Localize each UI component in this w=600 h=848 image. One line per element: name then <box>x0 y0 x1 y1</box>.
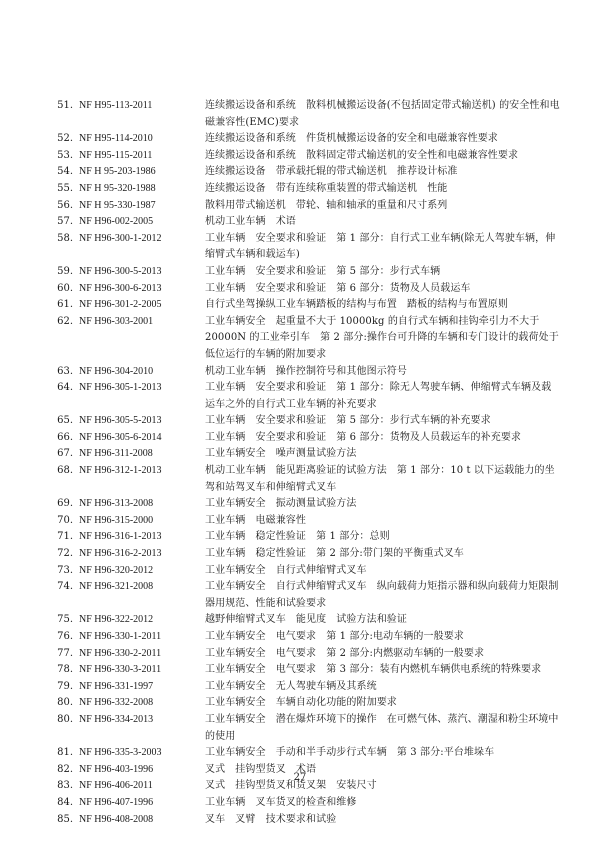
standard-title: 工业车辆安全 自行式伸缩臂式叉车 <box>205 564 367 576</box>
entry-number: 54. <box>57 166 73 178</box>
standard-code: NF H96-002-2005 <box>79 216 154 228</box>
standard-title: 工业车辆安全 电气要求 第 1 部分:电动车辆的一般要求 <box>205 631 464 642</box>
standard-code: NF H96-408-2008 <box>79 813 154 825</box>
standard-entry <box>40 164 560 181</box>
standard-title: 自行式坐驾操纵工业车辆踏板的结构与布置 踏板的结构与布置原则 <box>205 299 508 311</box>
entry-number: 76. <box>57 631 73 642</box>
standard-title: 工业车辆 安全要求和验证 第 5 部分：步行式车辆 <box>205 265 441 277</box>
entry-number: 57. <box>57 216 73 228</box>
standard-code: NF H96-322-2012 <box>79 614 154 626</box>
entry-number: 77. <box>57 647 73 659</box>
standard-entry <box>40 430 560 447</box>
standard-code: NF H95-115-2011 <box>79 149 153 161</box>
standard-code: NF H96-300-5-2013 <box>79 265 162 277</box>
entry-number: 53. <box>57 149 73 161</box>
standard-title: 机动工业车辆 能见距离验证的试验方法 第 1 部分：10 t 以下运载能力的坐驾和站驾叉车和伸缩臂式叉车 <box>205 465 555 493</box>
standard-code: NF H96-331-1997 <box>79 680 154 692</box>
entry-number: 59. <box>57 265 73 277</box>
standard-code: NF H95-114-2010 <box>79 133 153 145</box>
standard-code: NF H96-316-2-2013 <box>79 548 162 560</box>
standard-title: 工业车辆安全 噪声测量试验方法 <box>205 448 357 460</box>
standard-entry <box>40 812 560 829</box>
standard-entry <box>40 546 560 563</box>
standard-code: NF H96-332-2008 <box>79 697 154 709</box>
standard-code: NF H96-311-2008 <box>79 448 153 460</box>
entry-number: 60. <box>57 282 73 294</box>
entry-number: 74. <box>57 581 73 593</box>
standard-entry <box>40 198 560 215</box>
standard-title: 工业车辆安全 电气要求 第 2 部分:内燃驱动车辆的一般要求 <box>205 647 485 659</box>
standard-title: 叉式 挂钩型货叉和货叉架 安装尺寸 <box>205 780 377 792</box>
standard-title: 连续搬运设备和系统 件货机械搬运设备的安全和电磁兼容性要求 <box>205 133 498 145</box>
standard-title: 叉式 挂钩型货叉 术语 <box>205 763 317 775</box>
standard-entry <box>40 314 560 364</box>
standard-title: 连续搬运设备和系统 散料固定带式输送机的安全性和电磁兼容性要求 <box>205 149 519 161</box>
standard-title: 工业车辆 安全要求和验证 第 6 部分：货物及人员载运车的补充要求 <box>205 431 522 443</box>
standard-entry <box>40 563 560 580</box>
standard-code: NF H96-316-1-2013 <box>79 531 162 543</box>
standard-title: 工业车辆安全 无人驾驶车辆及其系统 <box>205 680 377 692</box>
standard-code: NF H 95-330-1987 <box>79 199 156 211</box>
standard-entry <box>40 679 560 696</box>
entry-number: 64. <box>57 382 73 394</box>
entry-number: 67. <box>57 448 73 460</box>
standard-code: NF H96-321-2008 <box>79 581 154 593</box>
entry-number: 84. <box>57 796 73 808</box>
entry-number: 68. <box>57 465 73 477</box>
standard-title: 工业车辆安全 振动测量试验方法 <box>205 498 357 510</box>
entry-number: 52. <box>57 133 73 145</box>
standard-entry <box>40 745 560 762</box>
entry-number: 69. <box>57 498 73 510</box>
standard-title: 工业车辆安全 起重量不大于 10000kg 的自行式车辆和挂钩牵引力不大于 20000N 的工业牵引车 第 2 部分:操作台可升降的车辆和专门设计的载荷处于低位运行的车辆的附加要求 <box>205 315 559 360</box>
standard-title: 工业车辆安全 车辆自动化功能的附加要求 <box>205 697 397 709</box>
standard-code: NF H96-312-1-2013 <box>79 465 162 477</box>
entry-number: 81. <box>57 747 73 759</box>
entry-number: 73. <box>57 564 73 576</box>
standard-code: NF H96-335-3-2003 <box>79 747 162 759</box>
standard-entry <box>40 413 560 430</box>
entry-number: 58. <box>57 232 73 244</box>
standard-code: NF H96-315-2000 <box>79 514 154 526</box>
standard-entry <box>40 629 560 646</box>
standard-entry <box>40 446 560 463</box>
standard-entry <box>40 148 560 165</box>
standard-code: NF H96-330-3-2011 <box>79 664 162 676</box>
standard-title: 连续搬运设备 带有连续称重装置的带式输送机 性能 <box>205 182 448 194</box>
standard-code: NF H96-330-1-2011 <box>79 631 162 642</box>
standard-code: NF H95-113-2011 <box>79 100 153 111</box>
standard-code: NF H96-334-2013 <box>79 713 154 725</box>
standard-entry <box>40 579 560 612</box>
entry-number: 83. <box>57 780 73 792</box>
entry-number: 56. <box>57 199 73 211</box>
standard-entry <box>40 181 560 198</box>
standard-title: 连续搬运设备和系统 散料机械搬运设备(不包括固定带式输送机) 的安全性和电磁兼容性(EMC)要求 <box>205 100 560 128</box>
standard-title: 工业车辆 安全要求和验证 第 5 部分：步行式车辆的补充要求 <box>205 415 491 427</box>
standard-code: NF H96-305-5-2013 <box>79 415 162 427</box>
standard-title: 连续搬运设备 带承载托辊的带式输送机 推荐设计标准 <box>205 166 458 178</box>
standard-entry <box>40 281 560 298</box>
entry-number: 63. <box>57 365 73 377</box>
standard-title: 工业车辆 安全要求和验证 第 1 部分：除无人驾驶车辆、伸缩臂式车辆及载运车之外的自行式工业车辆的补充要求 <box>205 382 552 410</box>
standard-code: NF H 95-203-1986 <box>79 166 156 178</box>
standard-title: 工业车辆 稳定性验证 第 1 部分：总则 <box>205 531 390 543</box>
standard-entry <box>40 646 560 663</box>
entry-number: 65. <box>57 415 73 427</box>
standard-title: 工业车辆安全 自行式伸缩臂式叉车 纵向载荷力矩指示器和纵向载荷力矩限制器用规范、性能和试验要求 <box>205 581 559 609</box>
entry-number: 51. <box>57 100 73 111</box>
standard-entry <box>40 695 560 712</box>
entry-number: 66. <box>57 431 73 443</box>
entry-number: 70. <box>57 514 73 526</box>
standard-code: NF H96-304-2010 <box>79 365 154 377</box>
entry-number: 62. <box>57 315 73 327</box>
standard-entry <box>40 496 560 513</box>
standard-title: 机动工业车辆 术语 <box>205 216 296 228</box>
standard-code: NF H96-330-2-2011 <box>79 647 162 659</box>
standard-entry <box>40 529 560 546</box>
standard-code: NF H96-300-1-2012 <box>79 232 162 244</box>
standard-entry <box>40 380 560 413</box>
standard-entry <box>40 297 560 314</box>
standard-entry <box>40 264 560 281</box>
entry-number: 79. <box>57 680 73 692</box>
standard-title: 叉车 叉臂 技术要求和试验 <box>205 813 337 825</box>
standard-title: 工业车辆安全 潜在爆炸环境下的操作 在可燃气体、蒸汽、潮湿和粉尘环境中的使用 <box>205 713 559 742</box>
standard-entry <box>40 131 560 148</box>
entry-number: 78. <box>57 664 73 676</box>
entry-number: 61. <box>57 299 73 311</box>
standard-code: NF H96-303-2001 <box>79 315 154 327</box>
standard-code: NF H96-301-2-2005 <box>79 299 162 311</box>
entry-number: 80. <box>57 713 73 725</box>
standard-code: NF H96-313-2008 <box>79 498 154 510</box>
standard-entry <box>40 231 560 264</box>
standard-title: 工业车辆安全 手动和半手动步行式车辆 第 3 部分:平台堆垛车 <box>205 747 495 759</box>
entry-number: 71. <box>57 531 73 543</box>
standard-title: 散料用带式输送机 带轮、轴和轴承的重量和尺寸系列 <box>205 199 448 211</box>
standard-code: NF H 95-320-1988 <box>79 182 156 194</box>
page-number: 27 <box>293 772 307 783</box>
standard-title: 工业车辆 安全要求和验证 第 6 部分：货物及人员载运车 <box>205 282 471 294</box>
standard-entry <box>40 662 560 679</box>
standard-entry <box>40 214 560 231</box>
standard-code: NF H96-305-6-2014 <box>79 431 162 443</box>
entry-number: 82. <box>57 763 73 775</box>
standard-code: NF H96-403-1996 <box>79 763 154 775</box>
standard-title: 工业车辆 叉车货叉的检查和维修 <box>205 796 357 808</box>
standard-code: NF H96-300-6-2013 <box>79 282 162 294</box>
standard-entry <box>40 712 560 745</box>
standard-entry <box>40 463 560 496</box>
standard-title: 工业车辆 稳定性验证 第 2 部分:带门架的平衡重式叉车 <box>205 548 464 560</box>
entry-number: 85. <box>57 813 73 825</box>
standard-code: NF H96-407-1996 <box>79 796 154 808</box>
entry-number: 72. <box>57 548 73 560</box>
standard-title: 机动工业车辆 操作控制符号和其他图示符号 <box>205 365 407 377</box>
standard-code: NF H96-305-1-2013 <box>79 382 162 394</box>
standard-entry <box>40 364 560 381</box>
standard-entry <box>40 98 560 131</box>
standard-title: 工业车辆安全 电气要求 第 3 部分：装有内燃机车辆供电系统的特殊要求 <box>205 664 542 676</box>
entry-number: 55. <box>57 182 73 194</box>
standard-title: 工业车辆 安全要求和验证 第 1 部分：自行式工业车辆(除无人驾驶车辆，伸缩臂式车辆和载运车) <box>205 232 556 261</box>
standard-code: NF H96-406-2011 <box>79 780 153 792</box>
entry-number: 75. <box>57 614 73 626</box>
standard-title: 工业车辆 电磁兼容性 <box>205 514 306 526</box>
standard-entry <box>40 513 560 530</box>
standard-entry <box>40 795 560 812</box>
standard-entry <box>40 612 560 629</box>
entry-number: 80. <box>57 697 73 709</box>
standard-title: 越野伸缩臂式叉车 能见度 试验方法和验证 <box>205 614 407 626</box>
standard-code: NF H96-320-2012 <box>79 564 154 576</box>
standards-list <box>40 98 560 828</box>
